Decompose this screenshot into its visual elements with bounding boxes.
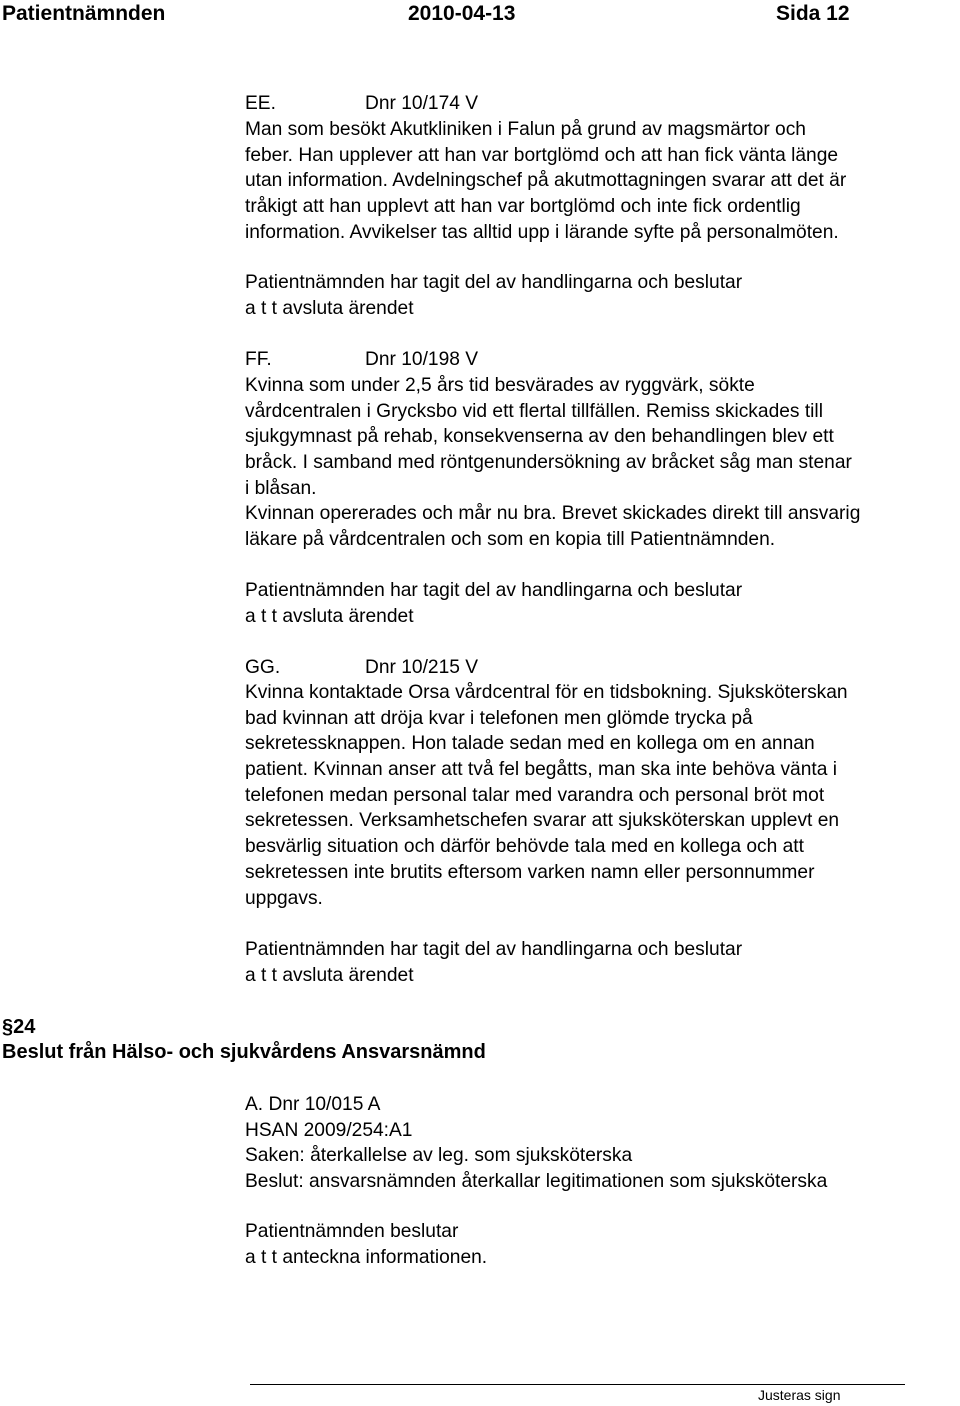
case-dnr: Dnr 10/174 V <box>365 93 479 114</box>
header-page: Sida 12 <box>776 2 850 25</box>
case-dnr: Dnr 10/215 V <box>365 657 479 678</box>
decision-line: a t t avsluta ärendet <box>245 964 414 986</box>
item-line: Saken: återkallelse av leg. som sjuksköterska <box>245 1145 633 1167</box>
item-line: Beslut: ansvarsnämnden återkallar legitimationen som sjuksköterska <box>245 1171 828 1193</box>
case-text-line: vårdcentralen i Grycksbo vid ett flertal tillfällen. Remiss skickades till <box>245 400 823 422</box>
case-text-line: läkare på vårdcentralen och som en kopia till Patientnämnden. <box>245 529 776 551</box>
section-title: Beslut från Hälso- och sjukvårdens Ansvarsnämnd <box>2 1041 486 1063</box>
item-line: HSAN 2009/254:A1 <box>245 1119 413 1141</box>
case-text-line: utan information. Avdelningschef på akutmottagningen svarar att det är <box>245 170 847 192</box>
case-text-line: bad kvinnan att dröja kvar i telefonen men glömde trycka på <box>245 707 753 729</box>
sign-label: Justeras sign <box>758 1387 841 1403</box>
case-text-line: Man som besökt Akutkliniken i Falun på grund av magsmärtor och <box>245 119 806 140</box>
case-text-line: sjukgymnast på rehab, konsekvenserna av den behandlingen blev ett <box>245 426 834 448</box>
decision-line: a t t anteckna informationen. <box>245 1246 488 1268</box>
section-number: §24 <box>2 1016 36 1038</box>
case-text-line: patient. Kvinnan anser att två fel begåtts, man ska inte behöva vänta i <box>245 759 837 781</box>
case-text-line: Kvinna kontaktade Orsa vårdcentral för en tidsbokning. Sjuksköterskan <box>245 682 848 703</box>
decision-line: a t t avsluta ärendet <box>245 297 414 319</box>
case-letter: FF. <box>245 349 272 370</box>
case-body <box>245 117 846 245</box>
decision-line: a t t avsluta ärendet <box>245 605 414 627</box>
case-text-line: uppgavs. <box>245 887 323 909</box>
case-dnr: Dnr 10/198 V <box>365 349 479 370</box>
case-heading <box>245 94 478 113</box>
case-text-line: besvärlig situation och därför behövde tala med en kollega och att <box>245 836 804 858</box>
item-line: A. Dnr 10/015 A <box>245 1094 381 1115</box>
section-decision <box>245 1219 487 1270</box>
case-decision <box>245 937 742 988</box>
decision-line: Patientnämnden har tagit del av handlingarna och beslutar <box>245 939 743 960</box>
case-text-line: i blåsan. <box>245 477 317 499</box>
case-body <box>245 680 848 911</box>
case-text-line: sekretessen. Verksamhetschefen svarar att sjuksköterskan upplevt en <box>245 810 840 832</box>
case-heading <box>245 350 478 369</box>
header-org: Patientnämnden <box>2 2 166 25</box>
decision-line: Patientnämnden beslutar <box>245 1221 459 1242</box>
case-text-line: Kvinnan opererades och mår nu bra. Brevet skickades direkt till ansvarig <box>245 503 861 525</box>
case-text-line: sekretessknappen. Hon talade sedan med en kollega om en annan <box>245 733 815 755</box>
case-text-line: bråck. I samband med röntgenundersökning av bråcket såg man stenar <box>245 452 852 474</box>
case-decision <box>245 578 742 629</box>
case-letter: EE. <box>245 93 276 114</box>
header-date: 2010-04-13 <box>408 2 516 25</box>
case-letter: GG. <box>245 657 281 678</box>
decision-line: Patientnämnden har tagit del av handlingarna och beslutar <box>245 580 743 601</box>
case-body <box>245 373 860 553</box>
case-text-line: Kvinna som under 2,5 års tid besvärades av ryggvärk, sökte <box>245 375 755 396</box>
case-text-line: tråkigt att han upplevt att han var bortglömd och inte fick ordentlig <box>245 196 801 218</box>
case-text-line: information. Avvikelser tas alltid upp i lärande syfte på personalmöten. <box>245 221 839 243</box>
case-text-line: sekretessen inte brutits eftersom varken namn eller personnummer <box>245 861 815 883</box>
case-heading <box>245 658 478 677</box>
section-item <box>245 1092 827 1195</box>
case-text-line: feber. Han upplever att han var bortglömd och att han fick vänta länge <box>245 144 839 166</box>
case-decision <box>245 270 742 321</box>
signature-line <box>250 1384 905 1385</box>
case-text-line: telefonen medan personal talar med varandra och personal bröt mot <box>245 784 825 806</box>
decision-line: Patientnämnden har tagit del av handlingarna och beslutar <box>245 272 743 293</box>
